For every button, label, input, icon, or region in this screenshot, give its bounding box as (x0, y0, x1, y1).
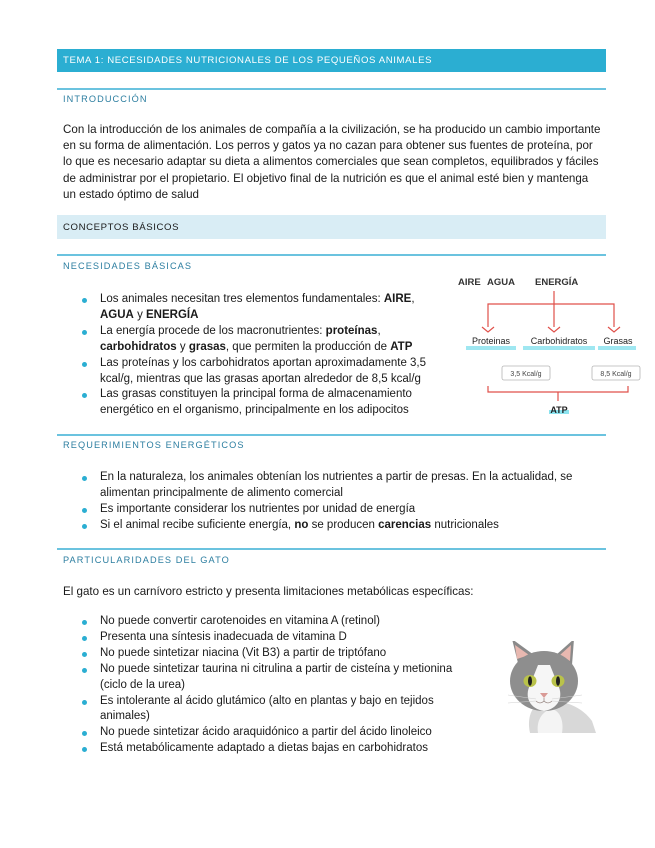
gato-list (63, 614, 473, 757)
list-item: La energía procede de los macronutrientes: proteínas, carbohidratos y grasas, que permiten la producción de ATP (63, 324, 435, 356)
conceptos-banner (57, 215, 606, 239)
label-carbohidratos: Carbohidratos (530, 336, 588, 346)
label-aire: AIRE (458, 277, 481, 288)
list-item: Los animales necesitan tres elementos fundamentales: AIRE, AGUA y ENERGÍA (63, 292, 435, 324)
label-energia: ENERGÍA (535, 277, 579, 288)
energy-diagram (456, 270, 644, 422)
list-item: No puede sintetizar taurina ni citrulina a partir de cisteína y metionina (ciclo de la urea) (63, 662, 473, 694)
list-item: No puede convertir carotenoides en vitamina A (retinol) (63, 614, 473, 630)
list-item: Es intolerante al ácido glutámico (alto en plantas y bajo en tejidos animales) (63, 694, 473, 726)
intro-heading: INTRODUCCIÓN (63, 94, 148, 104)
list-item: Las grasas constituyen la principal forma de almacenamiento energético en el organismo, principalmente en los adipocitos (63, 387, 435, 419)
intro-paragraph: Con la introducción de los animales de compañía a la civilización, se ha producido un cambio importante en su forma de alimentación. Los perros y gatos ya no cazan para obtener sus fuentes de proteína, por lo que es necesario adaptar su dieta a alimentos comerciales que sean completos, equilibrados y fáciles de administrar por el propietario. El objetivo final de la nutrición es que el animal esté bien y mantenga un estado óptimo de salud (63, 123, 601, 201)
highlight-carbohidratos (523, 346, 595, 350)
document-title-banner (57, 49, 606, 72)
list-item: Está metabólicamente adaptado a dietas bajas en carbohidratos (63, 741, 473, 757)
requerimientos-heading: REQUERIMIENTOS ENERGÉTICOS (63, 440, 245, 450)
list-item: No puede sintetizar ácido araquidónico a partir del ácido linoleico (63, 725, 473, 741)
necesidades-list (63, 292, 435, 419)
label-proteinas: Proteinas (471, 336, 511, 346)
gato-heading: PARTICULARIDADES DEL GATO (63, 555, 230, 565)
divider (57, 434, 606, 436)
divider (57, 254, 606, 256)
necesidades-heading: NECESIDADES BÁSICAS (63, 261, 193, 271)
label-agua: AGUA (487, 277, 515, 288)
list-item: Las proteínas y los carbohidratos aportan aproximadamente 3,5 kcal/g, mientras que las grasas aportan alrededor de 8,5 kcal/g (63, 356, 435, 388)
list-item: No puede sintetizar niacina (Vit B3) a partir de triptófano (63, 646, 473, 662)
label-grasas: Grasas (603, 336, 633, 346)
kcal-text-8-5: 8,5 Kcal/g (600, 371, 632, 378)
highlight-grasas (598, 346, 636, 350)
requerimientos-list (63, 470, 603, 534)
document-title: TEMA 1: NECESIDADES NUTRICIONALES DE LOS PEQUEÑOS ANIMALES (63, 55, 433, 66)
conceptos-title: CONCEPTOS BÁSICOS (63, 221, 180, 233)
highlight-proteinas (466, 346, 516, 350)
cat-photo (478, 641, 600, 733)
list-item: Es importante considerar los nutrientes por unidad de energía (63, 502, 603, 518)
kcal-text-3-5: 3,5 Kcal/g (510, 371, 542, 378)
divider (57, 88, 606, 90)
divider (57, 548, 606, 550)
list-item: Si el animal recibe suficiente energía, no se producen carencias nutricionales (63, 518, 603, 534)
gato-intro: El gato es un carnívoro estricto y presenta limitaciones metabólicas específicas: (63, 585, 474, 598)
list-item: Presenta una síntesis inadecuada de vitamina D (63, 630, 473, 646)
list-item: En la naturaleza, los animales obtenían los nutrientes a partir de presas. En la actualidad, se alimentan principalmente de alimento comercial (63, 470, 603, 502)
label-atp: ATP (550, 405, 568, 415)
